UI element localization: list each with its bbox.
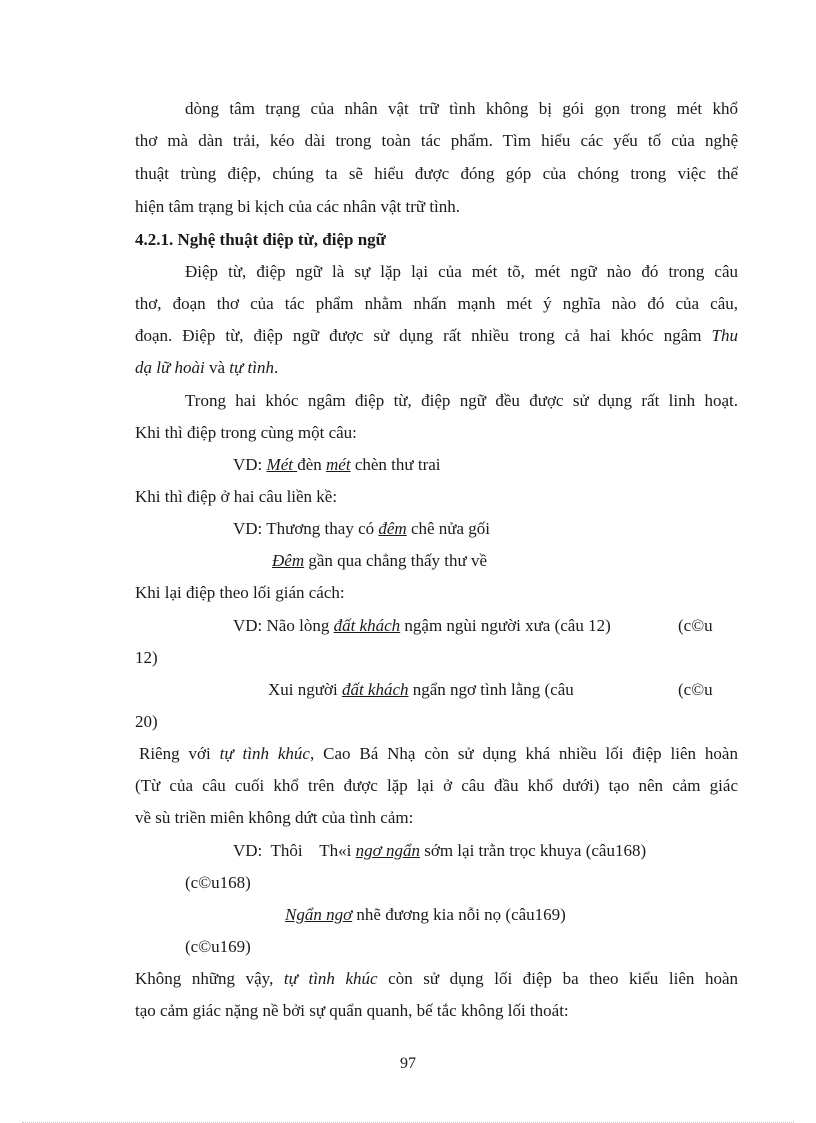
paragraph-line: Khi thì điệp ở hai câu liền kề: — [135, 487, 338, 506]
paragraph-line: hiện tâm trạng bi kịch của các nhân vật trữ tình. — [135, 197, 461, 216]
text-span: gần qua chẳng thấy thư về — [304, 551, 488, 570]
italic-title: tự tình — [229, 358, 274, 377]
paragraph-line: (Từ của câu cuối khổ trên được lặp lại ở câu đầu khổ dưới) tạo nên cảm giác — [135, 776, 738, 795]
underlined-word: mét — [326, 455, 351, 474]
italic-title: tự tình khúc — [283, 969, 378, 988]
paragraph-line: Điệp từ, điệp ngữ là sự lặp lại của mét tõ, mét ngữ nào đó trong câu — [185, 262, 738, 281]
paragraph-line — [135, 357, 278, 379]
text-span: VD: — [233, 455, 267, 474]
garbled-tag: 12) — [135, 648, 158, 667]
text-span: VD: Não lòng — [233, 616, 334, 635]
paragraph-line — [135, 325, 738, 347]
page-number: 97 — [400, 1055, 416, 1072]
garbled-tag: (c©u — [678, 616, 713, 635]
section-heading: 4.2.1. Nghệ thuật điệp từ, điệp ngữ — [135, 230, 386, 249]
text-span: ngẩn ngơ tình lằng (câu — [408, 680, 574, 699]
underlined-word: Mét — [266, 455, 298, 474]
underlined-word: Ngẩn ngơ — [285, 905, 353, 924]
paragraph-line — [135, 968, 738, 990]
paragraph-line: Khi lại điệp theo lối gián cách: — [135, 583, 345, 602]
text-span: VD: Thương thay có — [233, 519, 379, 538]
text-span: Xui người — [268, 680, 342, 699]
underlined-word: ngơ ngẩn — [355, 841, 420, 860]
example-line — [268, 679, 574, 701]
underlined-word: đất khách — [333, 616, 401, 635]
paragraph-line: tạo cảm giác nặng nề bởi sự quẩn quanh, bế tắc không lối thoát: — [135, 1001, 569, 1020]
text-span: chê nửa gối — [406, 519, 491, 538]
garbled-tag: (c©u — [678, 680, 713, 699]
text-span: đèn — [297, 455, 327, 474]
garbled-tag: (c©u168) — [185, 873, 251, 892]
text-span: chèn thư trai — [350, 455, 441, 474]
paragraph-line: thơ mà dàn trải, kéo dài trong toàn tác phẩm. Tìm hiểu các yếu tố của nghệ — [135, 131, 738, 150]
example-line — [233, 454, 441, 476]
example-line — [272, 550, 487, 572]
text-span: đoạn. Điệp từ, điệp ngữ được sử dụng rất nhiều trong cả hai khóc ngâm — [135, 326, 702, 345]
example-line — [233, 615, 611, 637]
paragraph-line: thuật trùng điệp, chúng ta sẽ hiểu được đóng góp của chóng trong việc thể — [135, 164, 738, 183]
example-line — [285, 904, 566, 926]
text-span: ngậm ngùi người xưa (câu 12) — [400, 616, 611, 635]
paragraph-line: thơ, đoạn thơ của tác phẩm nhằm nhấn mạnh mét ý nghĩa nào đó của câu, — [135, 294, 738, 313]
text-span: và — [204, 358, 230, 377]
paragraph-line: Trong hai khóc ngâm điệp từ, điệp ngữ đều được sử dụng rất linh hoạt. — [185, 391, 738, 410]
italic-title: Thu — [711, 326, 738, 345]
text-span: . — [273, 358, 279, 377]
italic-title: tự tình khúc — [219, 744, 310, 763]
example-line — [233, 840, 646, 862]
example-line — [233, 518, 490, 540]
italic-title: dạ lữ hoài — [135, 358, 205, 377]
paragraph-line: dòng tâm trạng của nhân vật trữ tình không bị gói gọn trong mét khổ — [185, 99, 738, 118]
garbled-tag: 20) — [135, 712, 158, 731]
underlined-word: đất khách — [341, 680, 409, 699]
text-span: , Cao Bá Nhạ còn sử dụng khá nhiều lối điệp liên hoàn — [309, 744, 738, 763]
text-span: sớm lại trằn trọc khuya (câu168) — [419, 841, 647, 860]
underlined-word: đêm — [378, 519, 407, 538]
text-span: Không những vậy, — [135, 969, 284, 988]
text-span: còn sử dụng lối điệp ba theo kiểu liên hoàn — [377, 969, 738, 988]
text-span: VD: Thôi Th«i — [233, 841, 356, 860]
paragraph-line: Khi thì điệp trong cùng một câu: — [135, 423, 357, 442]
paragraph-line — [139, 743, 738, 765]
garbled-tag: (c©u169) — [185, 937, 251, 956]
underlined-word: Đêm — [272, 551, 305, 570]
text-span: nhẽ đương kia nỗi nọ (câu169) — [352, 905, 566, 924]
paragraph-line: về sù triền miên không dứt của tình cảm: — [135, 808, 414, 827]
text-span: Riêng với — [139, 744, 220, 763]
